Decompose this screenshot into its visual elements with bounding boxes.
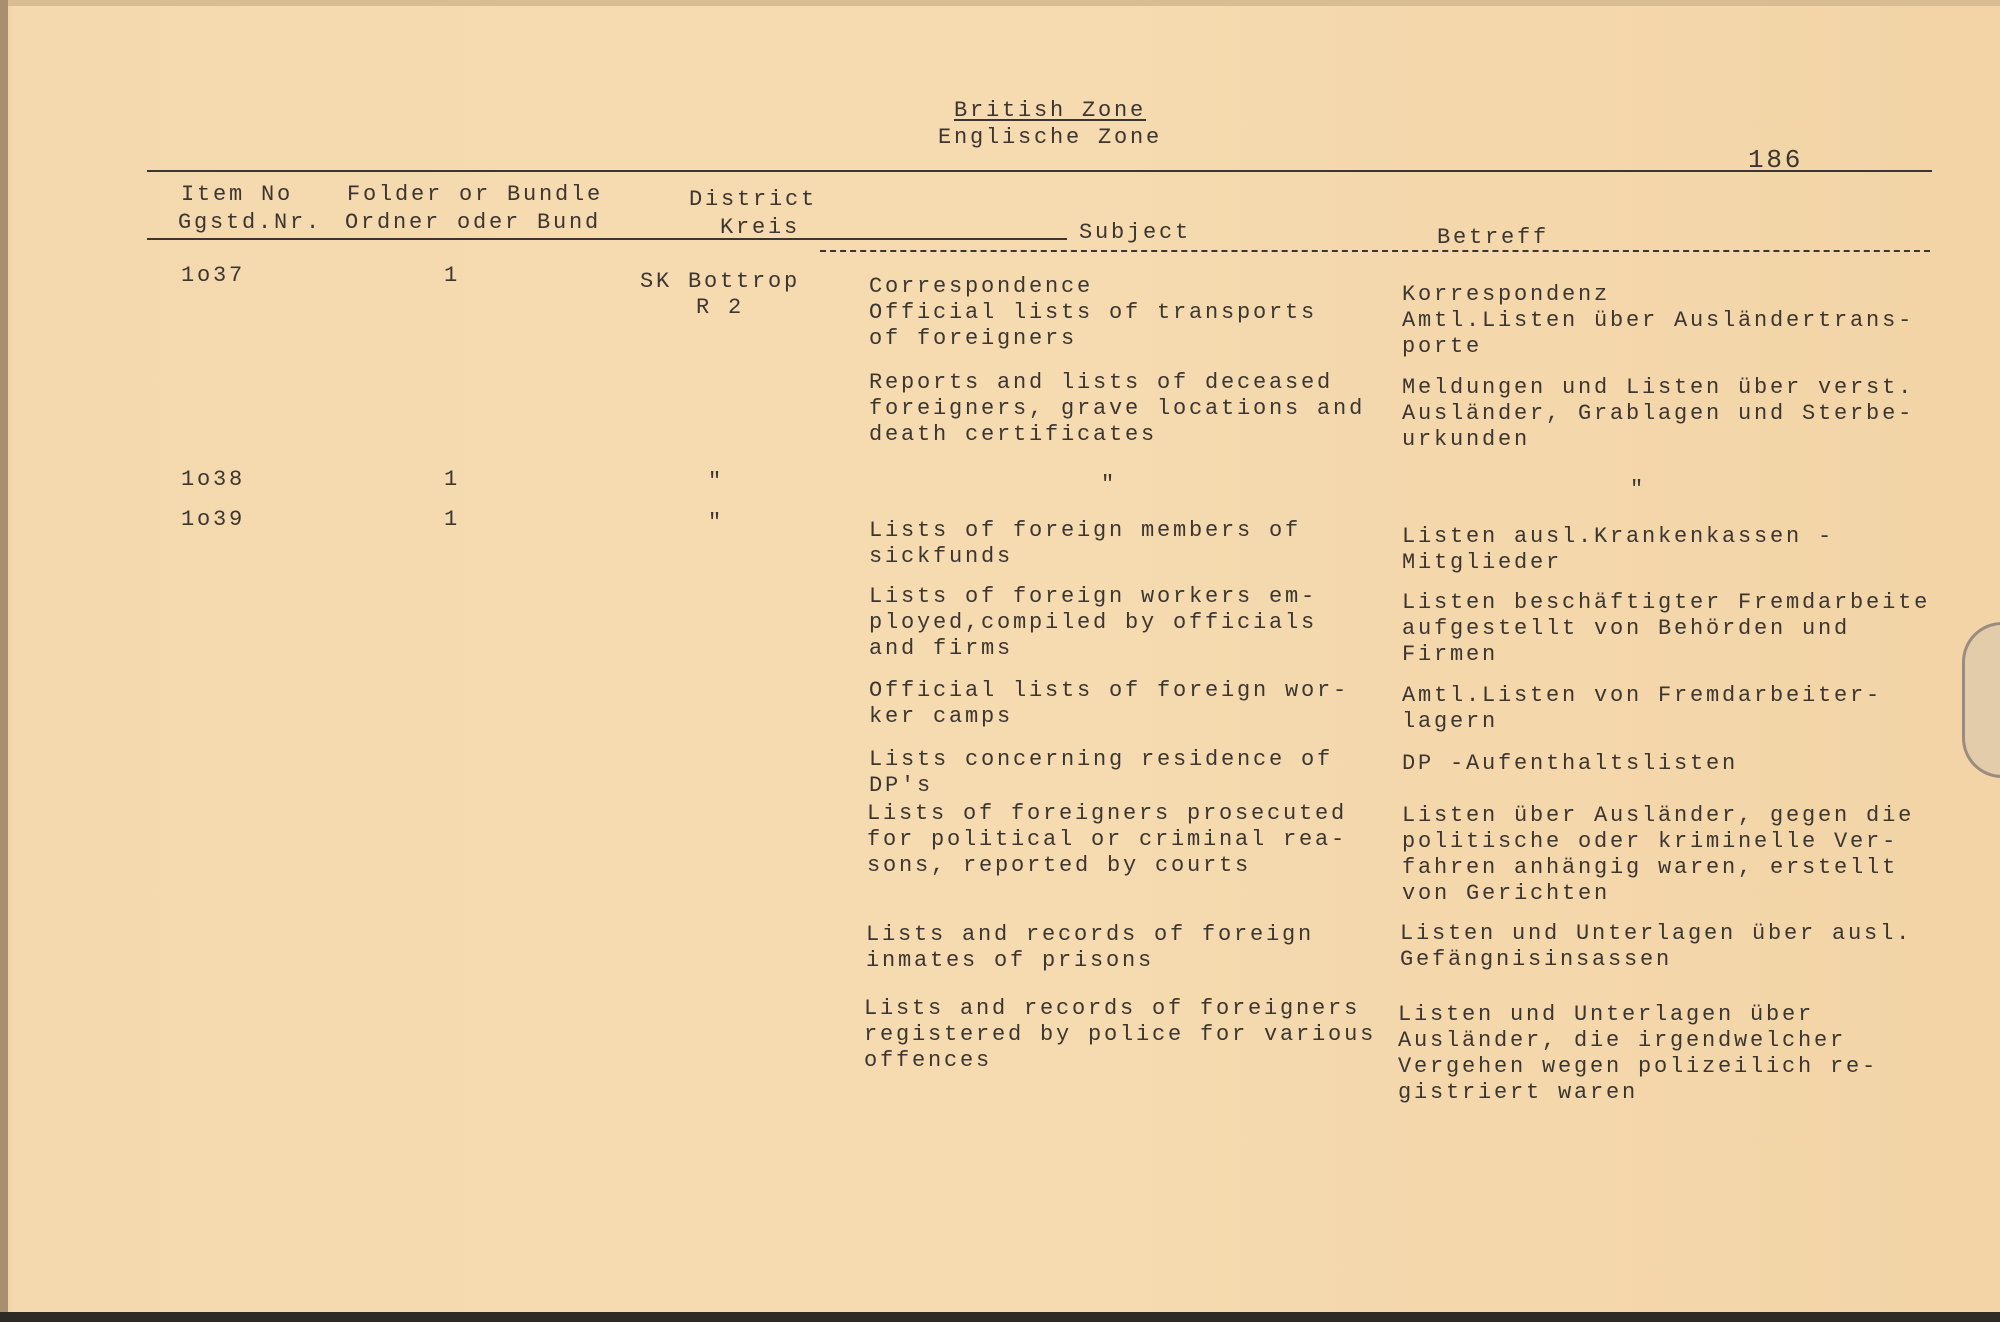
subject-entry: Lists and records of foreign inmates of prisons — [866, 922, 1315, 973]
col-header-item-en: Item No — [181, 182, 294, 207]
item-number: 1o37 — [181, 263, 246, 288]
col-header-district-en: District — [689, 187, 818, 212]
col-header-folder-de: Ordner oder Bund — [345, 210, 602, 235]
betreff-entry: Listen über Ausländer, gegen die politische oder kriminelle Ver- fahren anhängig waren, erstellt von Gerichten — [1402, 803, 1915, 906]
betreff-entry: Amtl.Listen von Fremdarbeiter- lagern — [1402, 683, 1883, 734]
title-english: British Zone — [953, 98, 1147, 123]
binder-tab — [1962, 622, 2000, 778]
betreff-entry: Korrespondenz Amtl.Listen über Ausländertrans- porte — [1402, 282, 1915, 359]
subject-entry: Lists concerning residence of DP's — [869, 747, 1334, 798]
folder-number: 1 — [444, 467, 461, 492]
col-header-district-de: Kreis — [720, 215, 801, 240]
betreff-entry: Listen ausl.Krankenkassen - Mitglieder — [1402, 524, 1835, 575]
col-header-item-de: Ggstd.Nr. — [178, 210, 323, 235]
district: SK Bottrop R 2 — [639, 269, 801, 320]
subject-entry: Reports and lists of deceased foreigners, grave locations and death certificates — [869, 370, 1366, 447]
betreff-entry: Listen beschäftigter Fremdarbeite aufgestellt von Behörden und Firmen — [1402, 590, 1931, 667]
page-top-edge — [0, 0, 2000, 6]
subject-entry: Lists and records of foreigners registered by police for various offences — [864, 996, 1377, 1073]
betreff-entry: " — [1630, 477, 1647, 502]
betreff-entry: Listen und Unterlagen über ausl. Gefängnisinsassen — [1400, 921, 1913, 972]
page-left-edge — [0, 0, 8, 1322]
subject-entry: Lists of foreigners prosecuted for political or criminal rea- sons, reported by courts — [867, 801, 1348, 878]
col-header-subject: Subject — [1079, 220, 1192, 245]
subject-entry: Lists of foreign members of sickfunds — [869, 518, 1302, 569]
page-number: 186 — [1748, 145, 1804, 175]
title-german: Englische Zone — [937, 125, 1163, 150]
item-number: 1o38 — [181, 467, 246, 492]
folder-number: 1 — [444, 263, 461, 288]
betreff-entry: Listen und Unterlagen über Ausländer, die irgendwelcher Vergehen wegen polizeilich re- gistriert waren — [1398, 1002, 1879, 1105]
header-underline-left — [147, 238, 1067, 240]
subject-entry: Official lists of foreign wor- ker camps — [869, 678, 1350, 729]
subject-entry: Lists of foreign workers em- ployed,compiled by officials and firms — [869, 584, 1318, 661]
header-underline-right — [820, 250, 1930, 252]
page-bottom-edge — [0, 1312, 2000, 1322]
district: " — [708, 469, 725, 494]
betreff-entry: Meldungen und Listen über verst. Ausländer, Grablagen und Sterbe- urkunden — [1402, 375, 1915, 452]
subject-entry: " — [1101, 472, 1118, 497]
subject-entry: Correspondence Official lists of transports of foreigners — [869, 274, 1318, 351]
folder-number: 1 — [444, 507, 461, 532]
district: " — [708, 510, 725, 535]
header-top-rule — [147, 170, 1932, 172]
betreff-entry: DP -Aufenthaltslisten — [1402, 751, 1739, 776]
item-number: 1o39 — [181, 507, 246, 532]
col-header-betreff: Betreff — [1437, 225, 1550, 250]
col-header-folder-en: Folder or Bundle — [347, 182, 604, 207]
